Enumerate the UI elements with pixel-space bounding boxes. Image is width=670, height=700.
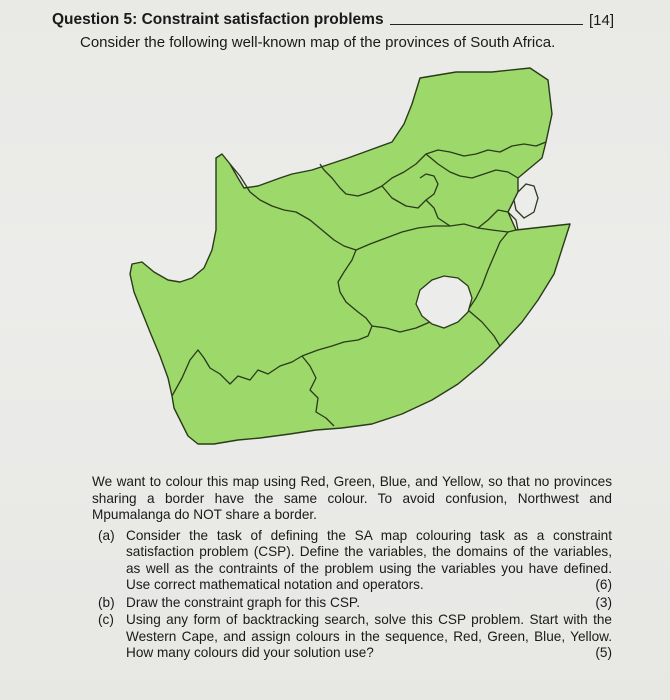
intro-text: Consider the following well-known map of the provinces of South Africa. xyxy=(80,34,556,51)
part-c-body xyxy=(126,612,612,662)
part-a-text: Consider the task of defining the SA map colouring task as a constraint satisfaction problem (CSP). Define the variables, the domains of the variables, as well as the contraints of the problem using the variables you have defined. Use correct mathematical notation and operators. xyxy=(126,527,612,592)
country-outline xyxy=(130,68,570,444)
question-body xyxy=(92,474,612,662)
part-a-body xyxy=(126,528,612,594)
question-header xyxy=(52,9,614,29)
part-a-marks: (6) xyxy=(595,577,612,592)
part-c-text: Using any form of backtracking search, solve this CSP problem. Start with the Western Cape, and assign colours in the sequence, Red, Green, Blue, Yellow. How many colours did your solution use? xyxy=(126,612,612,660)
part-c-letter: (c) xyxy=(98,612,114,627)
part-c xyxy=(92,612,612,662)
part-b-body xyxy=(126,595,612,612)
problem-paragraph: We want to colour this map using Red, Green, Blue, and Yellow, so that no provinces sharing a border have the same colour. To avoid confusion, Northwest and Mpumalanga do NOT share a border. xyxy=(92,474,612,522)
part-b-letter: (b) xyxy=(98,594,115,610)
header-rule xyxy=(390,24,583,25)
part-a-letter: (a) xyxy=(98,527,115,543)
part-c-marks: (5) xyxy=(595,645,612,660)
part-b-marks: (3) xyxy=(595,594,612,610)
south-africa-map xyxy=(120,60,580,460)
part-b xyxy=(92,595,612,612)
provinces-map-svg xyxy=(120,60,580,460)
question-title: Question 5: Constraint satisfaction problems xyxy=(52,11,384,28)
question-marks: [14] xyxy=(588,12,614,29)
part-b-text: Draw the constraint graph for this CSP. xyxy=(126,594,360,610)
part-a xyxy=(92,528,612,594)
